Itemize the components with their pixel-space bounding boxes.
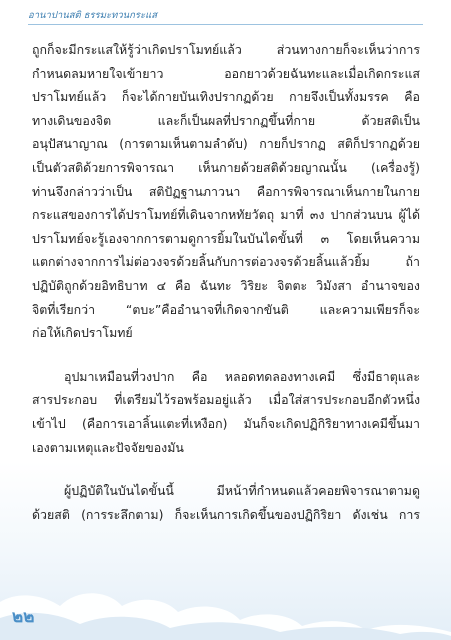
body-text <box>32 38 420 526</box>
text-line: ทางเดินของจิต และก็เป็นผลที่ปรากฏขึ้นที่กาย ด้วยสติเป็น <box>32 112 420 128</box>
paragraph-gap <box>32 345 420 365</box>
paragraph-2 <box>32 365 420 459</box>
text-line: อุปมาเหมือนที่วงปาก คือ หลอดทดลองทางเคมี ซึ่งมีธาตุและ <box>64 368 420 384</box>
text-line: ปฏิบัติถูกด้วยอิทธิบาท ๔ คือ ฉันทะ วิริยะ จิตตะ วิมังสา อำนาจของ <box>32 277 420 293</box>
text-line: ผู้ปฏิบัติในบันไดขั้นนี้ มีหน้าที่กำหนดแล้วคอยพิจารณาตามดู <box>64 483 420 499</box>
text-line: เองตามเหตุและปัจจัยของมัน <box>32 439 184 455</box>
page-number: ๒๒ <box>12 607 35 627</box>
cloud-decoration <box>0 510 451 640</box>
text-line: ปราโมทย์จะรู้เองจากการตามดูการยิ้มในบันไดขั้นที่ ๓ โดยเห็นความ <box>32 230 420 246</box>
text-line: ด้วยสติ (การระลึกตาม) ก็จะเห็นการเกิดขึ้นของปฏิกิริยา ดังเช่น การ <box>32 506 420 522</box>
text-line: กระแสของการได้ปราโมทย์ที่เดินจากหทัยวัตถุ มาที่ ๓ง ปากส่วนบน ผู้ได้ <box>32 207 420 223</box>
text-line: ก่อให้เกิดปราโมทย์ <box>32 325 133 341</box>
header-divider <box>28 24 423 25</box>
running-header: อานาปานสติ ธรรมะทวนกระแส <box>28 10 158 21</box>
text-line: ปราโมทย์แล้ว ก็จะได้กายบันเทิงปรากฏด้วย กายจึงเป็นทั้งมรรค คือ <box>32 89 420 105</box>
paragraph-1 <box>32 38 420 345</box>
text-line: เป็นตัวสติด้วยการพิจารณา เห็นกายด้วยสติด้วยญาณนั้น (เครื่องรู้) <box>32 159 420 175</box>
text-line: จิตที่เรียกว่า “ตบะ”คืออำนาจที่เกิดจากขันติ และความเพียรก็จะ <box>32 301 420 317</box>
text-line: อนุปัสนาญาณ (การตามเห็นตามลำดับ) กายก็ปรากฏ สติก็ปรากฏด้วย <box>32 136 420 152</box>
text-line: เข้าไป (คือการเอาลิ้นแตะที่เหงือก) มันก็จะเกิดปฏิกิริยาทางเคมีขึ้นมา <box>32 415 420 431</box>
text-line: กำหนดลมหายใจเข้ายาว ออกยาวด้วยฉันทะและเมื่อเกิดกระแส <box>32 65 420 81</box>
text-line: ท่านจึงกล่าวว่าเป็น สติปัฏฐานภาวนา คือการพิจารณาเห็นกายในกาย <box>32 183 420 199</box>
text-line: ถูกก็จะมีกระแสให้รู้ว่าเกิดปราโมทย์แล้ว ส่วนทางกายก็จะเห็นว่าการ <box>32 42 420 57</box>
text-line: แตกต่างจากการไม่ต่อวงจรด้วยลิ้นกับการต่อวงจรด้วยลิ้นแล้วยิ้ม ถ้า <box>32 254 420 270</box>
text-line: สารประกอบ ที่เตรียมไว้รอพร้อมอยู่แล้ว เมื่อใส่สารประกอบอีกตัวหนึ่ง <box>32 392 420 408</box>
paragraph-gap <box>32 459 420 479</box>
